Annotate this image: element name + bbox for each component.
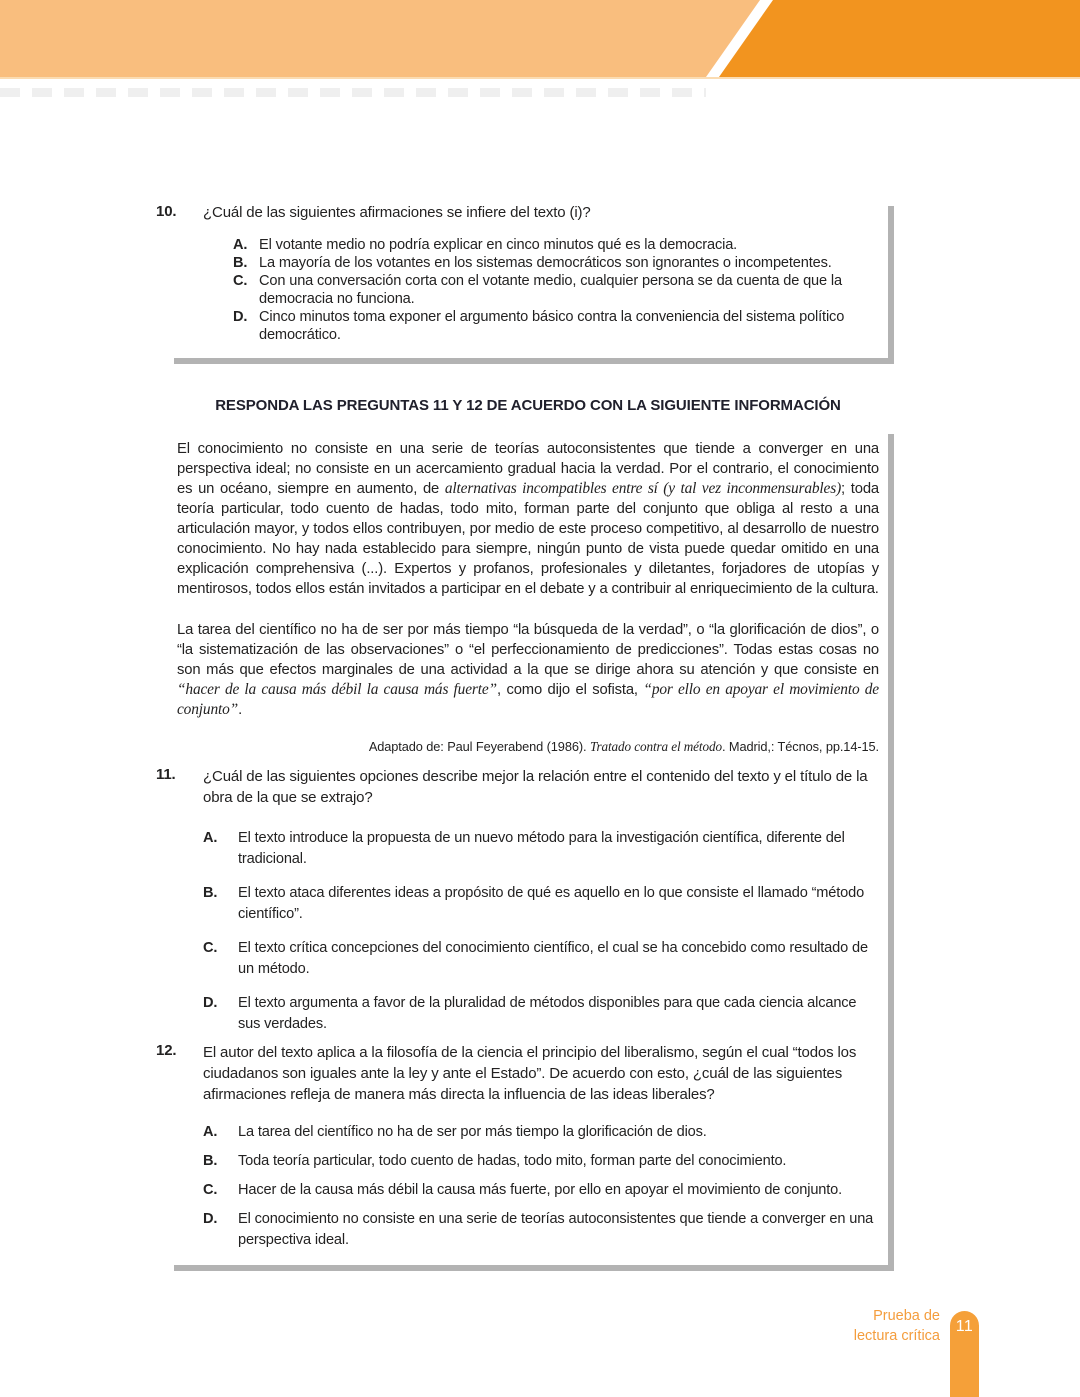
options-list bbox=[233, 236, 878, 344]
option-letter: C. bbox=[233, 273, 248, 289]
option-text: Hacer de la causa más débil la causa más fuerte, por ello en apoyar el movimiento de conjunto. bbox=[238, 1182, 843, 1198]
page-number: 11 bbox=[955, 1318, 974, 1335]
option-text: El texto argumenta a favor de la pluralidad de métodos disponibles para que cada ciencia alcance sus verdades. bbox=[238, 995, 857, 1032]
option-text: El votante medio no podría explicar en cinco minutos qué es la democracia. bbox=[259, 237, 738, 253]
footer-test-name-line-1: Prueba de bbox=[873, 1308, 940, 1324]
question-11-block bbox=[156, 763, 888, 1049]
question-number: 11. bbox=[156, 766, 176, 783]
option-text: La tarea del científico no ha de ser por más tiempo la glorificación de dios. bbox=[238, 1124, 707, 1140]
options-list bbox=[203, 1122, 878, 1251]
option-text: El texto introduce la propuesta de un nuevo método para la investigación científica, diferente del tradicional. bbox=[238, 830, 845, 867]
passage-paragraph-1: El conocimiento no consiste en una serie de teorías autoconsistentes que tiende a converger en una perspectiva ideal; no consiste en un acercamiento gradual hacia la verdad. Por el contrario, el conocimiento es un océano, siempre en aumento, de alternativas incompatibles entre sí (y tal vez inconmensurables); toda teoría particular, todo cuento de hadas, todo mito, forman parte del conjunto que obliga al resto a una articulación mayor, y todos ellos contribuyen, por medio de este proceso competitivo, al desarrollo de nuestro conocimiento. No hay nada establecido para siempre, ningún punto de vista puede quedar omitido en una explicación comprehensiva (...). Expertos y profanos, profesionales y diletantes, forjadores de utopías y mentirosos, todos ellos están invitados a participar en el debate y a contribuir al enriquecimiento de la cultura. bbox=[177, 441, 879, 597]
option-text: El conocimiento no consiste en una serie de teorías autoconsistentes que tiende a converger en una perspectiva ideal. bbox=[238, 1211, 874, 1248]
dashed-divider bbox=[0, 88, 706, 97]
option-text: El texto ataca diferentes ideas a propósito de qué es aquello en lo que consiste el llamado “método científico”. bbox=[238, 885, 865, 922]
question-number: 12. bbox=[156, 1042, 177, 1059]
option-row-a bbox=[203, 828, 878, 870]
option-text: Cinco minutos toma exponer el argumento básico contra la conveniencia del sistema político democrático. bbox=[259, 309, 845, 343]
option-row-b bbox=[233, 254, 878, 272]
option-letter: B. bbox=[203, 1153, 218, 1169]
question-10-block bbox=[156, 200, 888, 358]
option-row-a bbox=[233, 236, 878, 254]
passage-paragraph-2: La tarea del científico no ha de ser por más tiempo “la búsqueda de la verdad”, o “la glorificación de dios”, o “la sistematización de las observaciones” o “el perfeccionamiento de predicciones”. Todas estas cosas no son más que efectos marginales de una actividad a la que se dirige ahora su atención y que consiste en “hacer de la causa más débil la causa más fuerte”, como dijo el sofista, “por ello en apoyar el movimiento de conjunto”. bbox=[177, 622, 879, 718]
question-text: ¿Cuál de las siguientes afirmaciones se infiere del texto (i)? bbox=[203, 204, 591, 221]
question-number: 10. bbox=[156, 203, 177, 220]
options-list bbox=[203, 828, 878, 1035]
question-text: ¿Cuál de las siguientes opciones describe mejor la relación entre el contenido del texto y el título de la obra de la que se extrajo? bbox=[203, 768, 868, 806]
passage-box bbox=[168, 428, 888, 767]
option-text: Con una conversación corta con el votante medio, cualquier persona se da cuenta de que la democracia no funciona. bbox=[259, 273, 842, 307]
option-row-d bbox=[233, 308, 878, 344]
option-text: Toda teoría particular, todo cuento de hadas, todo mito, forman parte del conocimiento. bbox=[238, 1153, 787, 1169]
option-row-b bbox=[203, 1151, 878, 1172]
option-row-d bbox=[203, 993, 878, 1035]
page-number-tab bbox=[950, 1311, 979, 1397]
option-letter: A. bbox=[203, 1124, 218, 1140]
option-letter: A. bbox=[203, 830, 218, 846]
option-row-b bbox=[203, 883, 878, 925]
option-row-a bbox=[203, 1122, 878, 1143]
option-row-c bbox=[233, 272, 878, 308]
option-row-c bbox=[203, 1180, 878, 1201]
option-row-c bbox=[203, 938, 878, 980]
question-12-block bbox=[156, 1039, 888, 1265]
question-text: El autor del texto aplica a la filosofía de la ciencia el principio del liberalismo, según el cual “todos los ciudadanos son iguales ante la ley y ante el Estado”. De acuerdo con esto, ¿cuál de las siguientes afirmaciones refleja de manera más directa la influencia de las ideas liberales? bbox=[203, 1044, 857, 1103]
passage-attribution: Adaptado de: Paul Feyerabend (1986). Tratado contra el método. Madrid,: Técnos, pp.14-15. bbox=[368, 739, 879, 754]
option-letter: D. bbox=[203, 995, 218, 1011]
option-letter: B. bbox=[203, 885, 218, 901]
option-letter: D. bbox=[203, 1211, 218, 1227]
footer-test-name bbox=[854, 1306, 940, 1346]
header-band bbox=[0, 0, 1080, 77]
option-row-d bbox=[203, 1209, 878, 1251]
option-letter: C. bbox=[203, 1182, 218, 1198]
option-letter: C. bbox=[203, 940, 218, 956]
section-instruction-header: RESPONDA LAS PREGUNTAS 11 Y 12 DE ACUERDO CON LA SIGUIENTE INFORMACIÓN bbox=[215, 397, 841, 414]
option-text: El texto crítica concepciones del conocimiento científico, el cual se ha concebido como resultado de un método. bbox=[238, 940, 868, 977]
option-letter: B. bbox=[233, 255, 248, 271]
option-letter: D. bbox=[233, 309, 248, 325]
option-letter: A. bbox=[233, 237, 248, 253]
footer-test-name-line-2: lectura crítica bbox=[853, 1328, 940, 1344]
option-text: La mayoría de los votantes en los sistemas democráticos son ignorantes o incompetentes. bbox=[259, 255, 832, 271]
